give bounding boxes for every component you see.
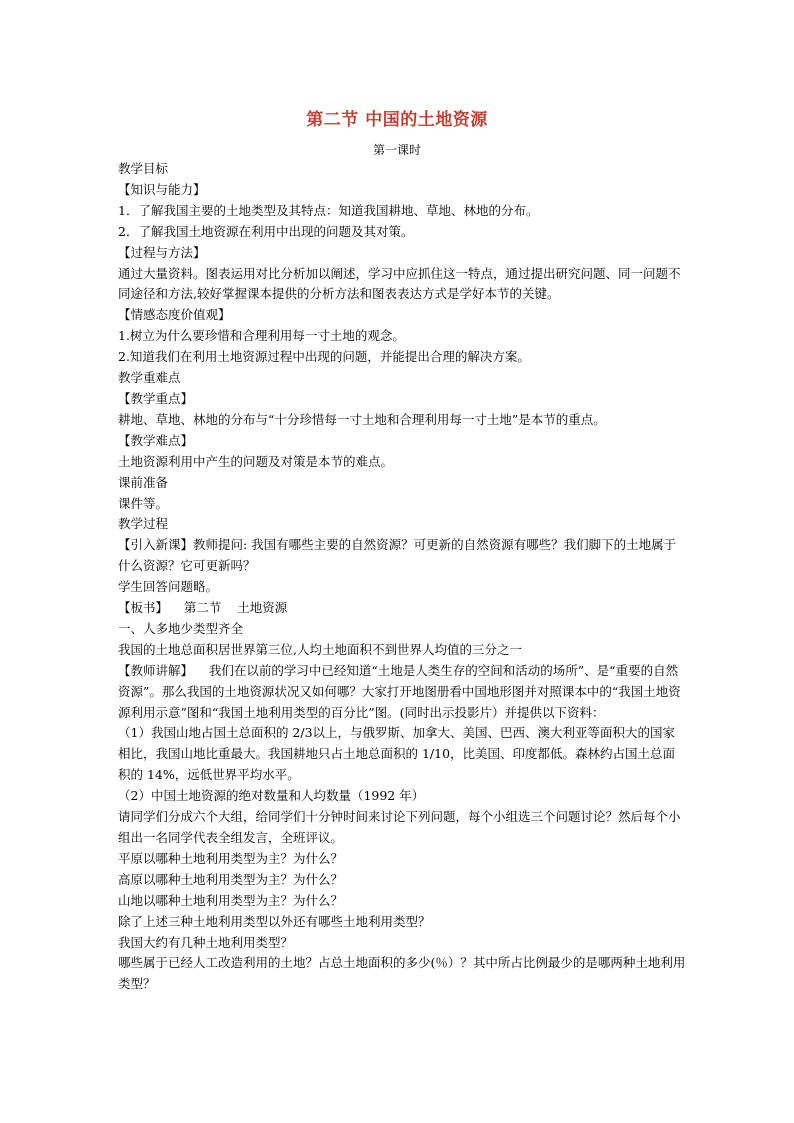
attitude-item-1: 1.树立为什么要珍惜和合理利用每一寸土地的观念。 — [118, 328, 405, 344]
focus-paragraph: 耕地、草地、林地的分布与“十分珍惜每一寸土地和合理利用每一寸土地”是本节的重点。 — [118, 411, 606, 427]
subheading-attitude: 【情感态度价值观】 — [118, 307, 231, 323]
section-heading-preparation: 课前准备 — [118, 474, 169, 490]
heading-part-one: 一、人多地少类型齐全 — [118, 620, 244, 636]
student-answer-line: 学生回答问题略。 — [118, 579, 219, 595]
document-subtitle: 第一课时 — [372, 143, 421, 157]
material-item-2: （2）中国土地资源的绝对数量和人均数量（1992 年） — [118, 788, 425, 804]
attitude-item-2: 2.知道我们在利用土地资源过程中出现的问题，并能提出合理的解决方案。 — [118, 349, 530, 365]
preparation-paragraph: 课件等。 — [118, 495, 169, 511]
blackboard-line: 【板书】 第二节 土地资源 — [118, 600, 288, 616]
document-body — [118, 159, 686, 995]
question-plateau: 高原以哪种土地利用类型为主？为什么？ — [118, 871, 344, 887]
subheading-process: 【过程与方法】 — [118, 244, 206, 260]
subheading-knowledge: 【知识与能力】 — [118, 181, 206, 197]
subheading-focus: 【教学重点】 — [118, 390, 194, 406]
section-heading-key-points: 教学重难点 — [118, 370, 181, 386]
question-modified-land: 哪些属于已经人工改造利用的土地？占总土地面积的多少(％）？其中所占比例最少的是哪两种土地利用类型？ — [118, 955, 686, 992]
teacher-explain-paragraph: 【教师讲解】 我们在以前的学习中已经知道“土地是人类生存的空间和活动的场所”、是“重要的自然资源”。那么我国的土地资源状况又如何哪？大家打开地图册看中国地形图并对照课本中的“我国土地资源利用示意”图和“我国土地利用类型的百分比”图。(同时出示投影片）并提供以下资料： — [118, 662, 681, 720]
section-heading-process: 教学过程 — [118, 516, 169, 532]
group-discussion-paragraph: 请同学们分成六个大组，给同学们十分钟时间来讨论下列问题，每个小组选三个问题讨论？然后每个小组出一名同学代表全组发言，全班评议。 — [118, 809, 681, 845]
section-heading-objectives: 教学目标 — [118, 161, 169, 176]
question-plain: 平原以哪种土地利用类型为主？为什么？ — [118, 850, 344, 866]
objective-item-1: 1．了解我国主要的土地类型及其特点：知道我国耕地、草地、林地的分布。 — [118, 202, 539, 218]
objective-item-2: 2．了解我国土地资源在利用中出现的问题及其对策。 — [118, 223, 414, 239]
intro-paragraph: 【引入新课】教师提问: 我国有哪些主要的自然资源？可更新的自然资源有哪些？我们脚下的土地属于什么资源？它可更新吗？ — [118, 537, 677, 574]
document-title: 第二节 中国的土地资源 — [306, 110, 488, 130]
question-other-types: 除了上述三种土地利用类型以外还有哪些土地利用类型？ — [118, 913, 431, 929]
question-type-count: 我国大约有几种土地利用类型？ — [118, 934, 294, 950]
material-item-1: （1）我国山地占国土总面积的 2/3以上，与俄罗斯、加拿大、美国、巴西、澳大利亚等面积大的国家相比，我国山地比重最大。我国耕地只占土地总面积的 1/10，比美国、印度都低。森林约占国土总面积的 14%，远低世界平均水平。 — [118, 725, 676, 783]
land-area-line: 我国的土地总面积居世界第三位,人均土地面积不到世界人均值的三分之一 — [118, 641, 522, 657]
subheading-difficulty: 【教学难点】 — [118, 432, 194, 448]
difficulty-paragraph: 土地资源利用中产生的问题及对策是本节的难点。 — [118, 453, 394, 469]
question-mountain: 山地以哪种土地利用类型为主？为什么？ — [118, 892, 344, 908]
process-paragraph: 通过大量资料。图表运用对比分析加以阐述，学习中应抓住这一特点，通过提出研究问题、同一问题不同途径和方法,较好掌握课本提供的分析方法和图表表达方式是学好本节的关键。 — [118, 265, 681, 302]
